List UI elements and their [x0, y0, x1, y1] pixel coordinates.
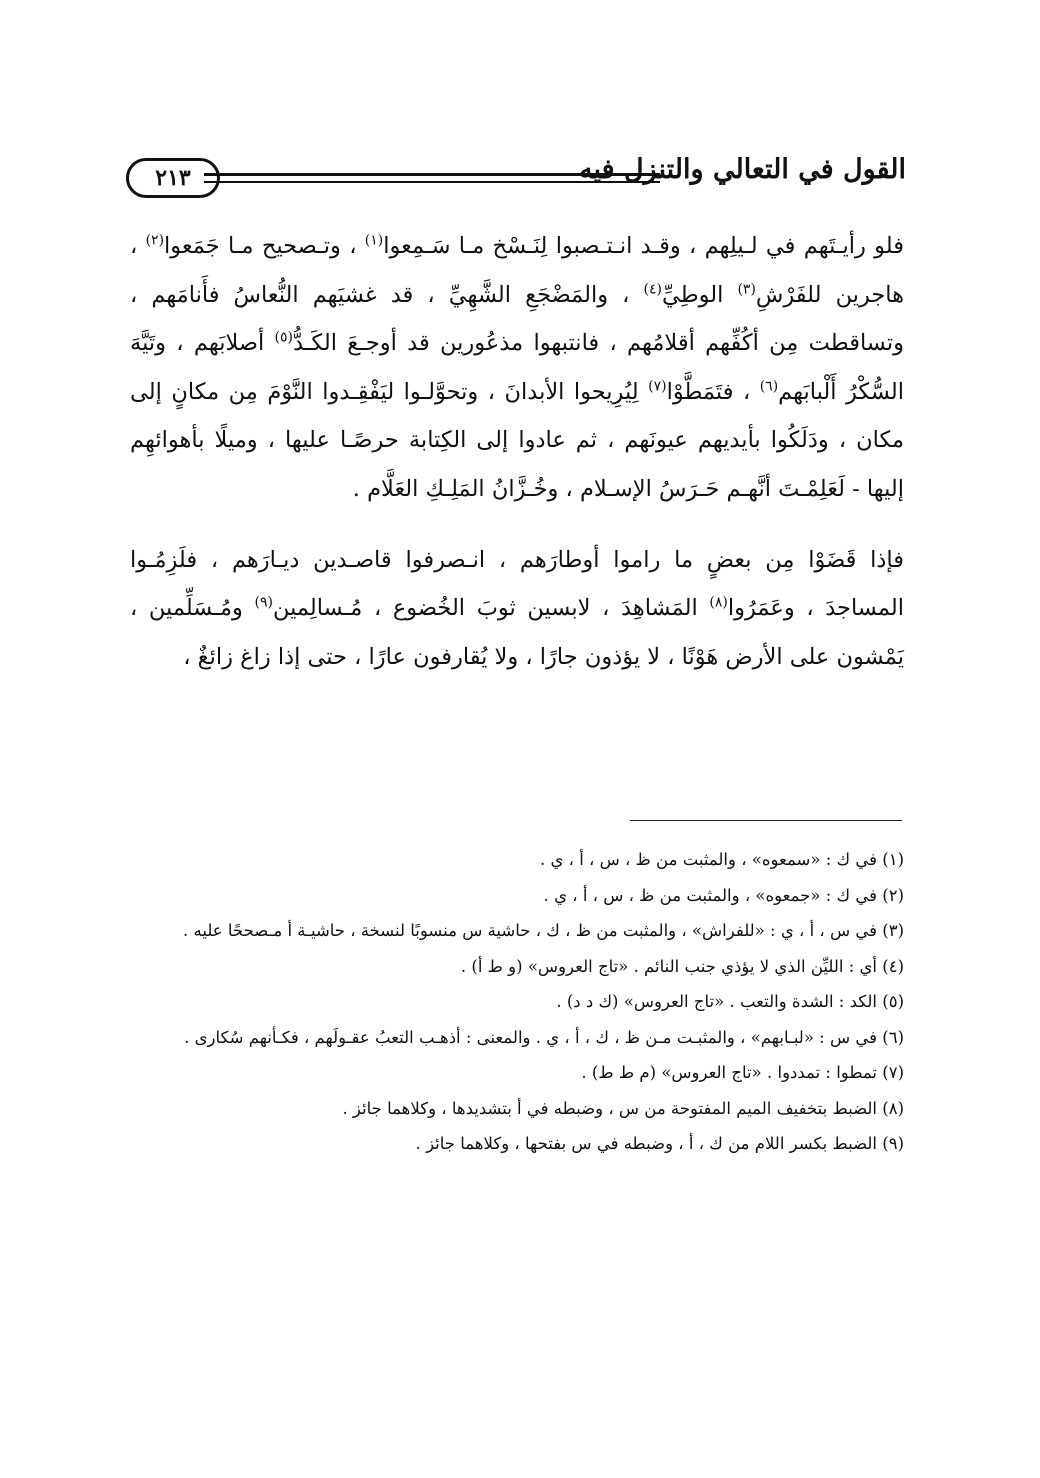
text-run: ، فتَمَطَّوْا [666, 378, 760, 405]
footnote-separator [630, 820, 902, 821]
footnote-item: (٩) الضبط بكسر اللام من ك ، أ ، وضبطه في س بفتحها ، وكلاهما جائز . [415, 1134, 904, 1153]
text-run: أصلابَهم ، وتَيَّهَ السُّكْرُ أَلْبابَهم [130, 330, 905, 405]
footnote-ref: (٦) [759, 378, 779, 395]
footnote-ref: (٤) [643, 281, 662, 298]
footnote-item: (٦) في س : «لبـابهم» ، والمثبـت مـن ظ ، ك ، أ ، ي . والمعنى : أذهـب التعبُ عقـولَهم ، فكـأنهم سُكارى . [184, 1027, 904, 1047]
paragraph-1 [130, 222, 904, 514]
footnote-ref: (٣) [737, 281, 756, 298]
footnotes-list [132, 842, 904, 1162]
footnote-ref: (٧) [648, 378, 667, 395]
text-run: لِيُرِيحوا الأبدانَ ، وتحوَّلـوا ليَفْقِـدوا النَّوْمَ مِن مكانٍ إلى مكان ، ودَلَكُوا بأيديهم عيونَهم ، ثم عادوا إلى الكِتابة حرصًـا عليها ، وميلًا بأهوائهِم إليها - لَعَلِمْـتَ أنَّهـم حَـرَسُ الإسـلام ، وخُـزَّانُ المَلِـكِ العَلَّام . [130, 378, 904, 502]
footnote-ref: (٢) [145, 232, 165, 249]
footnote-ref: (٨) [709, 594, 728, 611]
page-header [126, 148, 906, 208]
text-run: المَشاهِدَ ، لابسين ثوبَ الخُضوع ، مُـسالِمين [272, 595, 710, 622]
footnote-ref: (١) [364, 232, 384, 249]
footnote-item: (٤) أي : الليِّن الذي لا يؤذي جنب النائم . «تاج العروس» (و ط أ) . [460, 956, 904, 976]
footnote-item: (٥) الكد : الشدة والتعب . «تاج العروس» (ك د د) . [556, 992, 904, 1011]
main-text [130, 222, 904, 681]
paragraph-2 [130, 536, 904, 682]
footnote-item: (٨) الضبط بتخفيف الميم المفتوحة من س ، وضبطه في أ بتشديدها ، وكلاهما جائز . [342, 1098, 904, 1118]
text-run: ، هاجرين للفَرْشِ [130, 233, 904, 308]
footnote-ref: (٩) [254, 594, 273, 611]
running-title: القول في التعالي والتنزل فيه [579, 154, 906, 185]
text-run: فإذا قَضَوْا مِن بعضٍ ما راموا أوطارَهم ، انـصرفوا قاصـدين ديـارَهم ، فلَزِمُـوا المساجدَ ، وعَمَرُوا [130, 546, 904, 622]
footnote-item: (٣) في س ، أ ، ي : «للفراش» ، والمثبت من ظ ، ك ، حاشية س منسوبًا لنسخة ، حاشيـة أ مـصححًا عليه . [183, 921, 904, 940]
text-run: ، وتـصحيح مـا جَمَعوا [164, 233, 365, 259]
header-rule-thin [204, 181, 660, 183]
header-rule [204, 173, 660, 176]
page-number: ٢١٣ [126, 158, 220, 198]
text-run: الوطِيِّ [661, 281, 738, 308]
footnote-item: (٧) تمطوا : تمددوا . «تاج العروس» (م ط ط) . [581, 1063, 904, 1082]
footnote-item: (٢) في ك : «جمعوه» ، والمثبت من ظ ، س ، أ ، ي . [543, 885, 904, 905]
text-run: ومُـسَلِّمين ، يَمْشون على الأرض هَوْنًا ، لا يؤذون جارًا ، ولا يُقارفون عارًا ، حتى إذا زاغ زائغٌ ، [130, 595, 904, 670]
text-run: ، والمَضْجَعِ الشَّهِيِّ ، قد غشيَهم النُّعاسُ فأَنامَهم ، وتساقطت مِن أكُفِّهم أقلامُهم ، فانتبهوا مذعُورين قد أوجـعَ الكَـدُّ [130, 281, 905, 357]
text-run: فلو رأيـتَهم في لـيلِهم ، وقـد انـتـصبوا لِنَـسْخ مـا سَـمِعوا [383, 233, 904, 259]
footnote-item: (١) في ك : «سمعوه» ، والمثبت من ظ ، س ، أ ، ي . [539, 850, 904, 869]
footnote-ref: (٥) [274, 329, 294, 346]
